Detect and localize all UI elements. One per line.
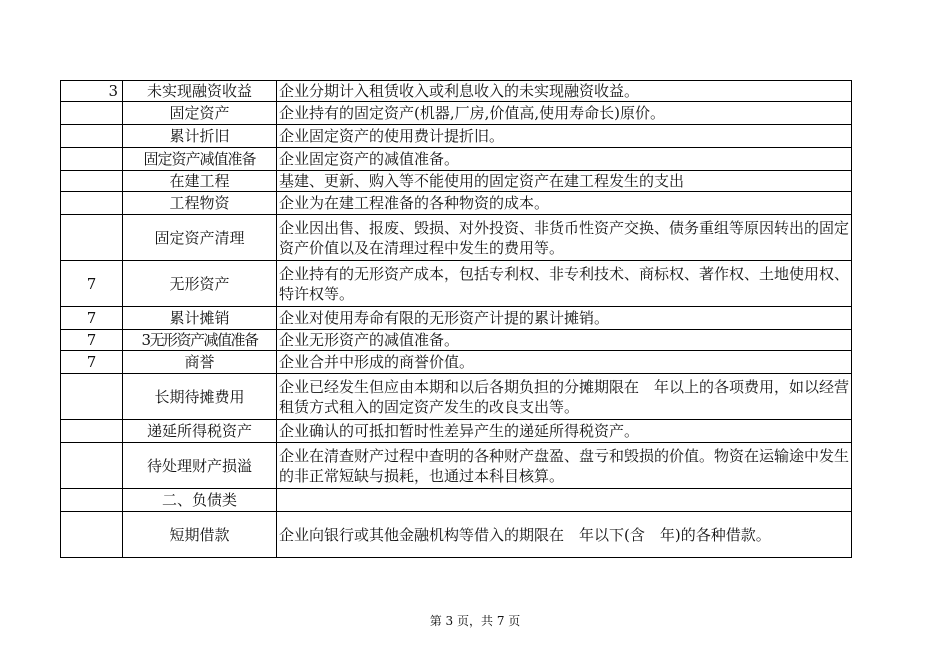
table-row <box>61 374 852 420</box>
account-description: 企业已经发生但应由本期和以后各期负担的分摊期限在 年以上的各项费用，如以经营租赁方式租入的固定资产发生的改良支出等。 <box>277 374 852 420</box>
account-name: 累计折旧 <box>123 125 277 148</box>
account-description: 企业为在建工程准备的各种物资的成本。 <box>277 192 852 215</box>
account-name: 工程物资 <box>123 192 277 215</box>
account-name: 固定资产清理 <box>123 215 277 261</box>
account-code: 7 <box>61 330 123 351</box>
table-row <box>61 489 852 512</box>
table-row <box>61 215 852 261</box>
table-row <box>61 102 852 125</box>
table-row <box>61 125 852 148</box>
table-row <box>61 330 852 351</box>
table-row <box>61 261 852 307</box>
account-code <box>61 489 123 512</box>
account-code <box>61 443 123 489</box>
table-row <box>61 307 852 330</box>
table-row <box>61 81 852 102</box>
table-row <box>61 351 852 374</box>
account-code <box>61 102 123 125</box>
account-code: 7 <box>61 351 123 374</box>
account-code: 3 <box>61 81 123 102</box>
account-description: 企业在清查财产过程中查明的各种财产盘盈、盘亏和毁损的价值。物资在运输途中发生的非正常短缺与损耗，也通过本科目核算。 <box>277 443 852 489</box>
account-code: 7 <box>61 307 123 330</box>
account-name: 待处理财产损溢 <box>123 443 277 489</box>
account-code: 7 <box>61 261 123 307</box>
account-description: 企业向银行或其他金融机构等借入的期限在 年以下(含 年)的各种借款。 <box>277 512 852 558</box>
account-name: 累计摊销 <box>123 307 277 330</box>
account-description: 基建、更新、购入等不能使用的固定资产在建工程发生的支出 <box>277 171 852 192</box>
account-description: 企业合并中形成的商誉价值。 <box>277 351 852 374</box>
table-row <box>61 420 852 443</box>
account-description: 企业无形资产的减值准备。 <box>277 330 852 351</box>
accounts-table <box>60 80 852 558</box>
account-description: 企业固定资产的使用费计提折旧。 <box>277 125 852 148</box>
account-name: 短期借款 <box>123 512 277 558</box>
account-name: 在建工程 <box>123 171 277 192</box>
account-description: 企业固定资产的减值准备。 <box>277 148 852 171</box>
account-code <box>61 374 123 420</box>
category-heading: 二、负债类 <box>123 489 277 512</box>
account-description: 企业持有的无形资产成本，包括专利权、非专利技术、商标权、著作权、土地使用权、特许权等。 <box>277 261 852 307</box>
account-code <box>61 171 123 192</box>
account-description: 企业对使用寿命有限的无形资产计提的累计摊销。 <box>277 307 852 330</box>
account-code <box>61 215 123 261</box>
account-description: 企业确认的可抵扣暂时性差异产生的递延所得税资产。 <box>277 420 852 443</box>
table-row <box>61 148 852 171</box>
account-name: 固定资产 <box>123 102 277 125</box>
table-row <box>61 192 852 215</box>
account-description: 企业因出售、报废、毁损、对外投资、非货币性资产交换、债务重组等原因转出的固定资产价值以及在清理过程中发生的费用等。 <box>277 215 852 261</box>
account-code <box>61 148 123 171</box>
account-description: 企业分期计入租赁收入或利息收入的未实现融资收益。 <box>277 81 852 102</box>
table-row <box>61 512 852 558</box>
account-description: 企业持有的固定资产(机器,厂房,价值高,使用寿命长)原价。 <box>277 102 852 125</box>
page-footer: 第 3 页，共 7 页 <box>429 614 521 628</box>
account-code <box>61 125 123 148</box>
account-name: 商誉 <box>123 351 277 374</box>
account-code <box>61 512 123 558</box>
account-name: 长期待摊费用 <box>123 374 277 420</box>
account-name: 未实现融资收益 <box>123 81 277 102</box>
account-name: 固定资产减值准备 <box>123 148 277 171</box>
account-code <box>61 420 123 443</box>
table-row <box>61 443 852 489</box>
account-name: 无形资产 <box>123 261 277 307</box>
account-code <box>61 192 123 215</box>
account-name: 3无形资产减值准备 <box>123 330 277 351</box>
table-row <box>61 171 852 192</box>
account-name: 递延所得税资产 <box>123 420 277 443</box>
account-description <box>277 489 852 512</box>
